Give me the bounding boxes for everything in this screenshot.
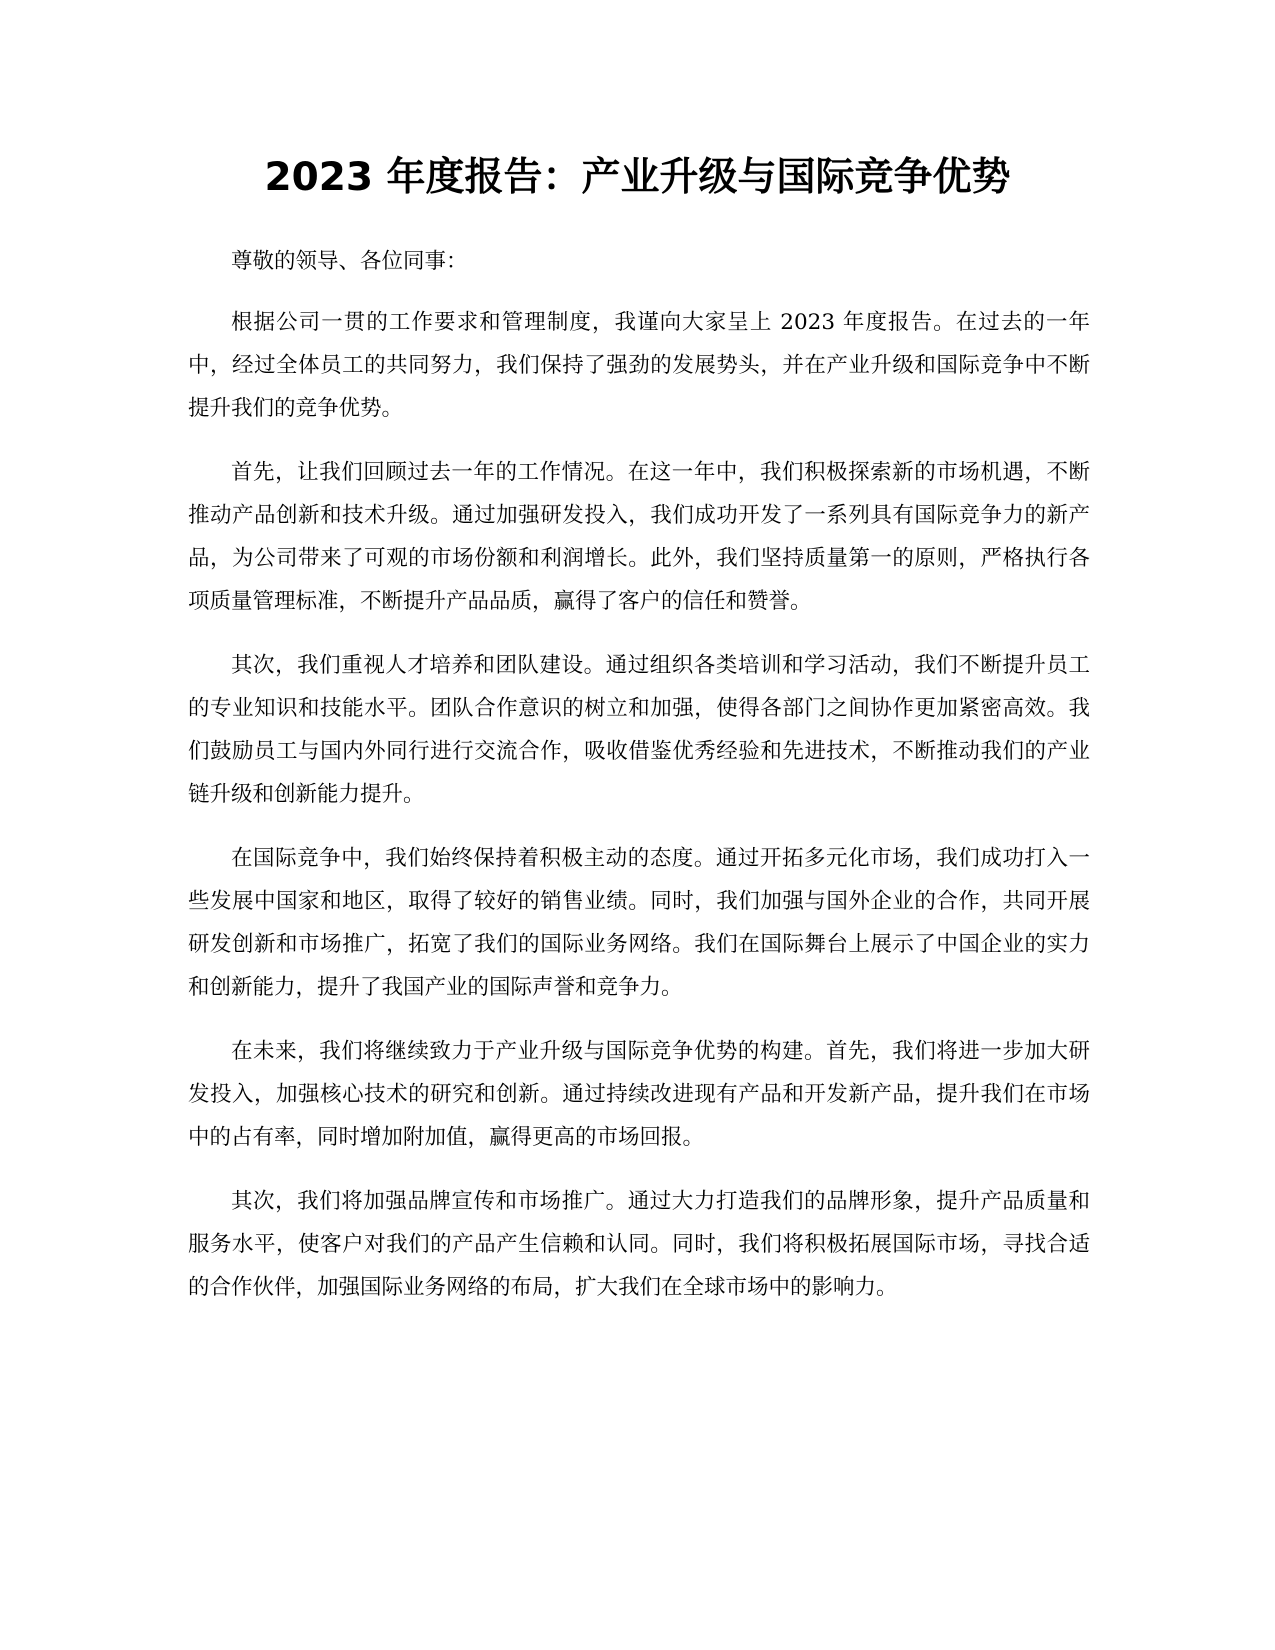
document-title: 2023 年度报告：产业升级与国际竞争优势 [264, 155, 1011, 200]
paragraph-review: 首先，让我们回顾过去一年的工作情况。在这一年中，我们积极探索新的市场机遇，不断推动产品创新和技术升级。通过加强研发投入，我们成功开发了一系列具有国际竞争力的新产品，为公司带来了可观的市场份额和利润增长。此外，我们坚持质量第一的原则，严格执行各项质量管理标准，不断提升产品品质，赢得了客户的信任和赞誉。 [188, 460, 1090, 614]
paragraph-future: 在未来，我们将继续致力于产业升级与国际竞争优势的构建。首先，我们将进一步加大研发投入，加强核心技术的研究和创新。通过持续改进现有产品和开发新产品，提升我们在市场中的占有率，同时增加附加值，赢得更高的市场回报。 [188, 1039, 1090, 1150]
document-body [188, 240, 1090, 1330]
salutation: 尊敬的领导、各位同事： [231, 249, 468, 274]
paragraph-intro: 根据公司一贯的工作要求和管理制度，我谨向大家呈上 2023 年度报告。在过去的一年中，经过全体员工的共同努力，我们保持了强劲的发展势头，并在产业升级和国际竞争中不断提升我们的竞争优势。 [188, 310, 1090, 421]
paragraph-international: 在国际竞争中，我们始终保持着积极主动的态度。通过开拓多元化市场，我们成功打入一些发展中国家和地区，取得了较好的销售业绩。同时，我们加强与国外企业的合作，共同开展研发创新和市场推广，拓宽了我们的国际业务网络。我们在国际舞台上展示了中国企业的实力和创新能力，提升了我国产业的国际声誉和竞争力。 [188, 846, 1090, 1000]
paragraph-brand: 其次，我们将加强品牌宣传和市场推广。通过大力打造我们的品牌形象，提升产品质量和服务水平，使客户对我们的产品产生信赖和认同。同时，我们将积极拓展国际市场，寻找合适的合作伙伴，加强国际业务网络的布局，扩大我们在全球市场中的影响力。 [188, 1189, 1090, 1300]
paragraph-talent: 其次，我们重视人才培养和团队建设。通过组织各类培训和学习活动，我们不断提升员工的专业知识和技能水平。团队合作意识的树立和加强，使得各部门之间协作更加紧密高效。我们鼓励员工与国内外同行进行交流合作，吸收借鉴优秀经验和先进技术，不断推动我们的产业链升级和创新能力提升。 [188, 653, 1090, 807]
